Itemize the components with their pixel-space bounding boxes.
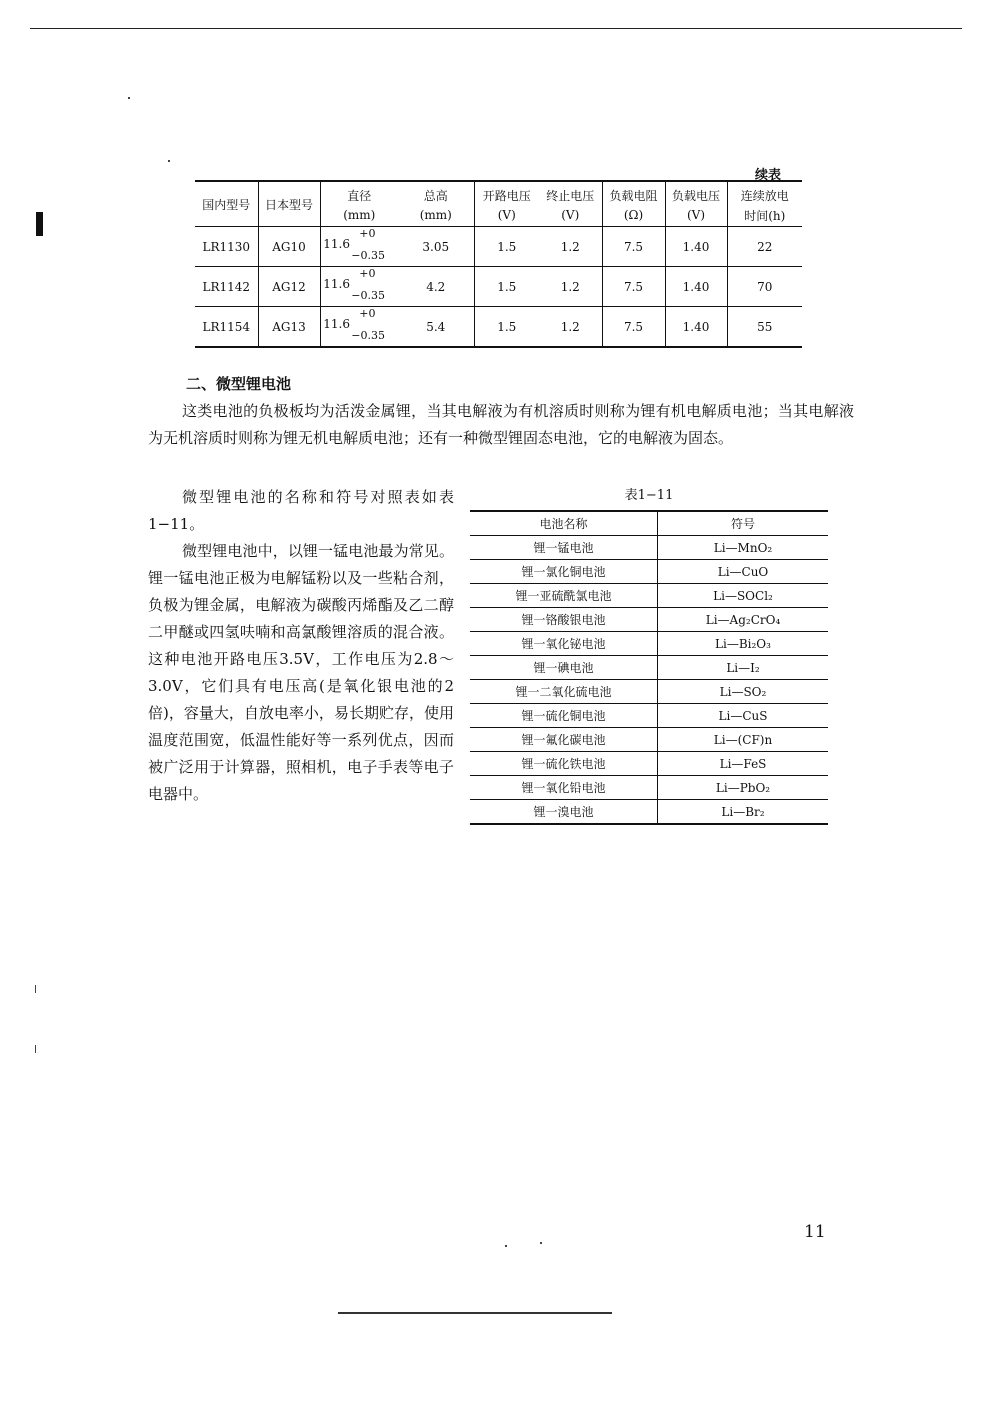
cell-load-voltage: 1.40 bbox=[665, 267, 727, 307]
header-total-height: 总高 bbox=[398, 181, 474, 204]
cell-symbol: Li—(CF)n bbox=[658, 728, 829, 752]
table-row bbox=[470, 728, 828, 752]
page-number: 11 bbox=[804, 1222, 826, 1242]
cell-symbol: Li—I₂ bbox=[658, 656, 829, 680]
cell-load-resistance: 7.5 bbox=[602, 267, 665, 307]
unit-discharge-time: 时间(h) bbox=[727, 204, 802, 227]
cell-load-resistance: 7.5 bbox=[602, 307, 665, 348]
unit-end-voltage: (V) bbox=[539, 204, 602, 227]
cell-symbol: Li—Ag₂CrO₄ bbox=[658, 608, 829, 632]
table-row bbox=[470, 752, 828, 776]
diameter-value: 11.6 bbox=[323, 237, 350, 251]
scan-speck bbox=[168, 160, 170, 162]
diameter-value: 11.6 bbox=[323, 277, 350, 291]
header-open-voltage: 开路电压 bbox=[474, 181, 539, 204]
cell-load-voltage: 1.40 bbox=[665, 307, 727, 348]
battery-spec-table bbox=[195, 180, 802, 348]
cell-symbol: Li—SO₂ bbox=[658, 680, 829, 704]
unit-load-voltage: (V) bbox=[665, 204, 727, 227]
scan-speck bbox=[35, 985, 36, 993]
diameter-lower-tolerance: −0.35 bbox=[351, 289, 385, 302]
section-heading: 二、微型锂电池 bbox=[186, 375, 292, 393]
cell-japan-model: AG10 bbox=[258, 227, 320, 267]
table-row bbox=[470, 584, 828, 608]
diameter-lower-tolerance: −0.35 bbox=[351, 249, 385, 262]
bottom-rule bbox=[338, 1312, 612, 1314]
cell-japan-model: AG13 bbox=[258, 307, 320, 348]
diameter-upper-tolerance: +0 bbox=[359, 267, 376, 280]
header-diameter: 直径 bbox=[320, 181, 398, 204]
cell-battery-name: 锂一氧化铋电池 bbox=[470, 632, 658, 656]
diameter-upper-tolerance: +0 bbox=[359, 307, 376, 320]
table-row bbox=[470, 560, 828, 584]
scan-speck bbox=[505, 1245, 507, 1247]
cell-load-resistance: 7.5 bbox=[602, 227, 665, 267]
unit-total-height: (mm) bbox=[398, 204, 474, 227]
header-domestic-model: 国内型号 bbox=[195, 181, 258, 227]
table-caption: 表1−11 bbox=[624, 488, 674, 503]
table-row bbox=[195, 227, 802, 267]
table-row bbox=[470, 656, 828, 680]
table-row bbox=[470, 632, 828, 656]
cell-battery-name: 锂一铬酸银电池 bbox=[470, 608, 658, 632]
cell-open-voltage: 1.5 bbox=[474, 227, 539, 267]
cell-diameter bbox=[320, 227, 398, 267]
cell-end-voltage: 1.2 bbox=[539, 267, 602, 307]
cell-domestic-model: LR1130 bbox=[195, 227, 258, 267]
cell-domestic-model: LR1154 bbox=[195, 307, 258, 348]
continued-label: 续表 bbox=[755, 168, 782, 183]
cell-battery-name: 锂一硫化铜电池 bbox=[470, 704, 658, 728]
cell-open-voltage: 1.5 bbox=[474, 267, 539, 307]
header-symbol: 符号 bbox=[658, 511, 829, 536]
cell-battery-name: 锂一二氧化硫电池 bbox=[470, 680, 658, 704]
cell-end-voltage: 1.2 bbox=[539, 227, 602, 267]
paragraph-table-reference: 微型锂电池的名称和符号对照表如表1−11。 bbox=[148, 488, 454, 533]
cell-total-height: 3.05 bbox=[398, 227, 474, 267]
cell-symbol: Li—FeS bbox=[658, 752, 829, 776]
battery-symbol-table bbox=[470, 510, 828, 825]
table-row bbox=[470, 536, 828, 560]
header-japan-model: 日本型号 bbox=[258, 181, 320, 227]
cell-discharge-time: 55 bbox=[727, 307, 802, 348]
header-battery-name: 电池名称 bbox=[470, 511, 658, 536]
cell-battery-name: 锂一碘电池 bbox=[470, 656, 658, 680]
scan-speck bbox=[540, 1242, 542, 1244]
cell-battery-name: 锂一锰电池 bbox=[470, 536, 658, 560]
cell-load-voltage: 1.40 bbox=[665, 227, 727, 267]
cell-symbol: Li—Br₂ bbox=[658, 800, 829, 825]
cell-battery-name: 锂一硫化铁电池 bbox=[470, 752, 658, 776]
cell-symbol: Li—SOCl₂ bbox=[658, 584, 829, 608]
cell-symbol: Li—MnO₂ bbox=[658, 536, 829, 560]
table-row bbox=[195, 307, 802, 348]
diameter-value: 11.6 bbox=[323, 317, 350, 331]
table-row bbox=[470, 704, 828, 728]
table-row bbox=[195, 267, 802, 307]
cell-domestic-model: LR1142 bbox=[195, 267, 258, 307]
cell-battery-name: 锂一亚硫酰氯电池 bbox=[470, 584, 658, 608]
top-rule bbox=[30, 28, 962, 29]
table-row bbox=[470, 800, 828, 825]
cell-battery-name: 锂一溴电池 bbox=[470, 800, 658, 825]
cell-diameter bbox=[320, 267, 398, 307]
unit-load-resistance: (Ω) bbox=[602, 204, 665, 227]
margin-mark bbox=[36, 212, 43, 236]
paragraph-lithium-manganese: 微型锂电池中，以锂一锰电池最为常见。锂一锰电池正极为电解锰粉以及一些粘合剂，负极为锂金属，电解液为碳酸丙烯酯及乙二醇二甲醚或四氢呋喃和高氯酸锂溶质的混合液。这种电池开路电压3.5V，工作电压为2.8～3.0V，它们具有电压高(是氧化银电池的2倍)，容量大，自放电率小，易长期贮存，使用温度范围宽，低温性能好等一系列优点，因而被广泛用于计算器，照相机，电子手表等电子电器中。 bbox=[148, 542, 454, 803]
cell-symbol: Li—CuS bbox=[658, 704, 829, 728]
paragraph-intro: 这类电池的负极板均为活泼金属锂，当其电解液为有机溶质时则称为锂有机电解质电池；当其电解液为无机溶质时则称为锂无机电解质电池；还有一种微型锂固态电池，它的电解液为固态。 bbox=[148, 402, 854, 447]
cell-open-voltage: 1.5 bbox=[474, 307, 539, 348]
cell-symbol: Li—CuO bbox=[658, 560, 829, 584]
cell-symbol: Li—Bi₂O₃ bbox=[658, 632, 829, 656]
header-end-voltage: 终止电压 bbox=[539, 181, 602, 204]
cell-discharge-time: 70 bbox=[727, 267, 802, 307]
unit-open-voltage: (V) bbox=[474, 204, 539, 227]
scan-speck bbox=[35, 1045, 36, 1053]
cell-battery-name: 锂一氧化铅电池 bbox=[470, 776, 658, 800]
cell-total-height: 4.2 bbox=[398, 267, 474, 307]
scan-speck bbox=[128, 97, 130, 99]
diameter-lower-tolerance: −0.35 bbox=[351, 329, 385, 342]
cell-total-height: 5.4 bbox=[398, 307, 474, 348]
cell-japan-model: AG12 bbox=[258, 267, 320, 307]
header-load-resistance: 负载电阻 bbox=[602, 181, 665, 204]
cell-discharge-time: 22 bbox=[727, 227, 802, 267]
header-load-voltage: 负载电压 bbox=[665, 181, 727, 204]
cell-symbol: Li—PbO₂ bbox=[658, 776, 829, 800]
diameter-upper-tolerance: +0 bbox=[359, 227, 376, 240]
cell-end-voltage: 1.2 bbox=[539, 307, 602, 348]
cell-battery-name: 锂一氯化铜电池 bbox=[470, 560, 658, 584]
header-discharge-time: 连续放电 bbox=[727, 181, 802, 204]
table-row bbox=[470, 608, 828, 632]
unit-diameter: (mm) bbox=[320, 204, 398, 227]
table-row bbox=[470, 680, 828, 704]
table-row bbox=[470, 776, 828, 800]
cell-battery-name: 锂一氟化碳电池 bbox=[470, 728, 658, 752]
cell-diameter bbox=[320, 307, 398, 348]
